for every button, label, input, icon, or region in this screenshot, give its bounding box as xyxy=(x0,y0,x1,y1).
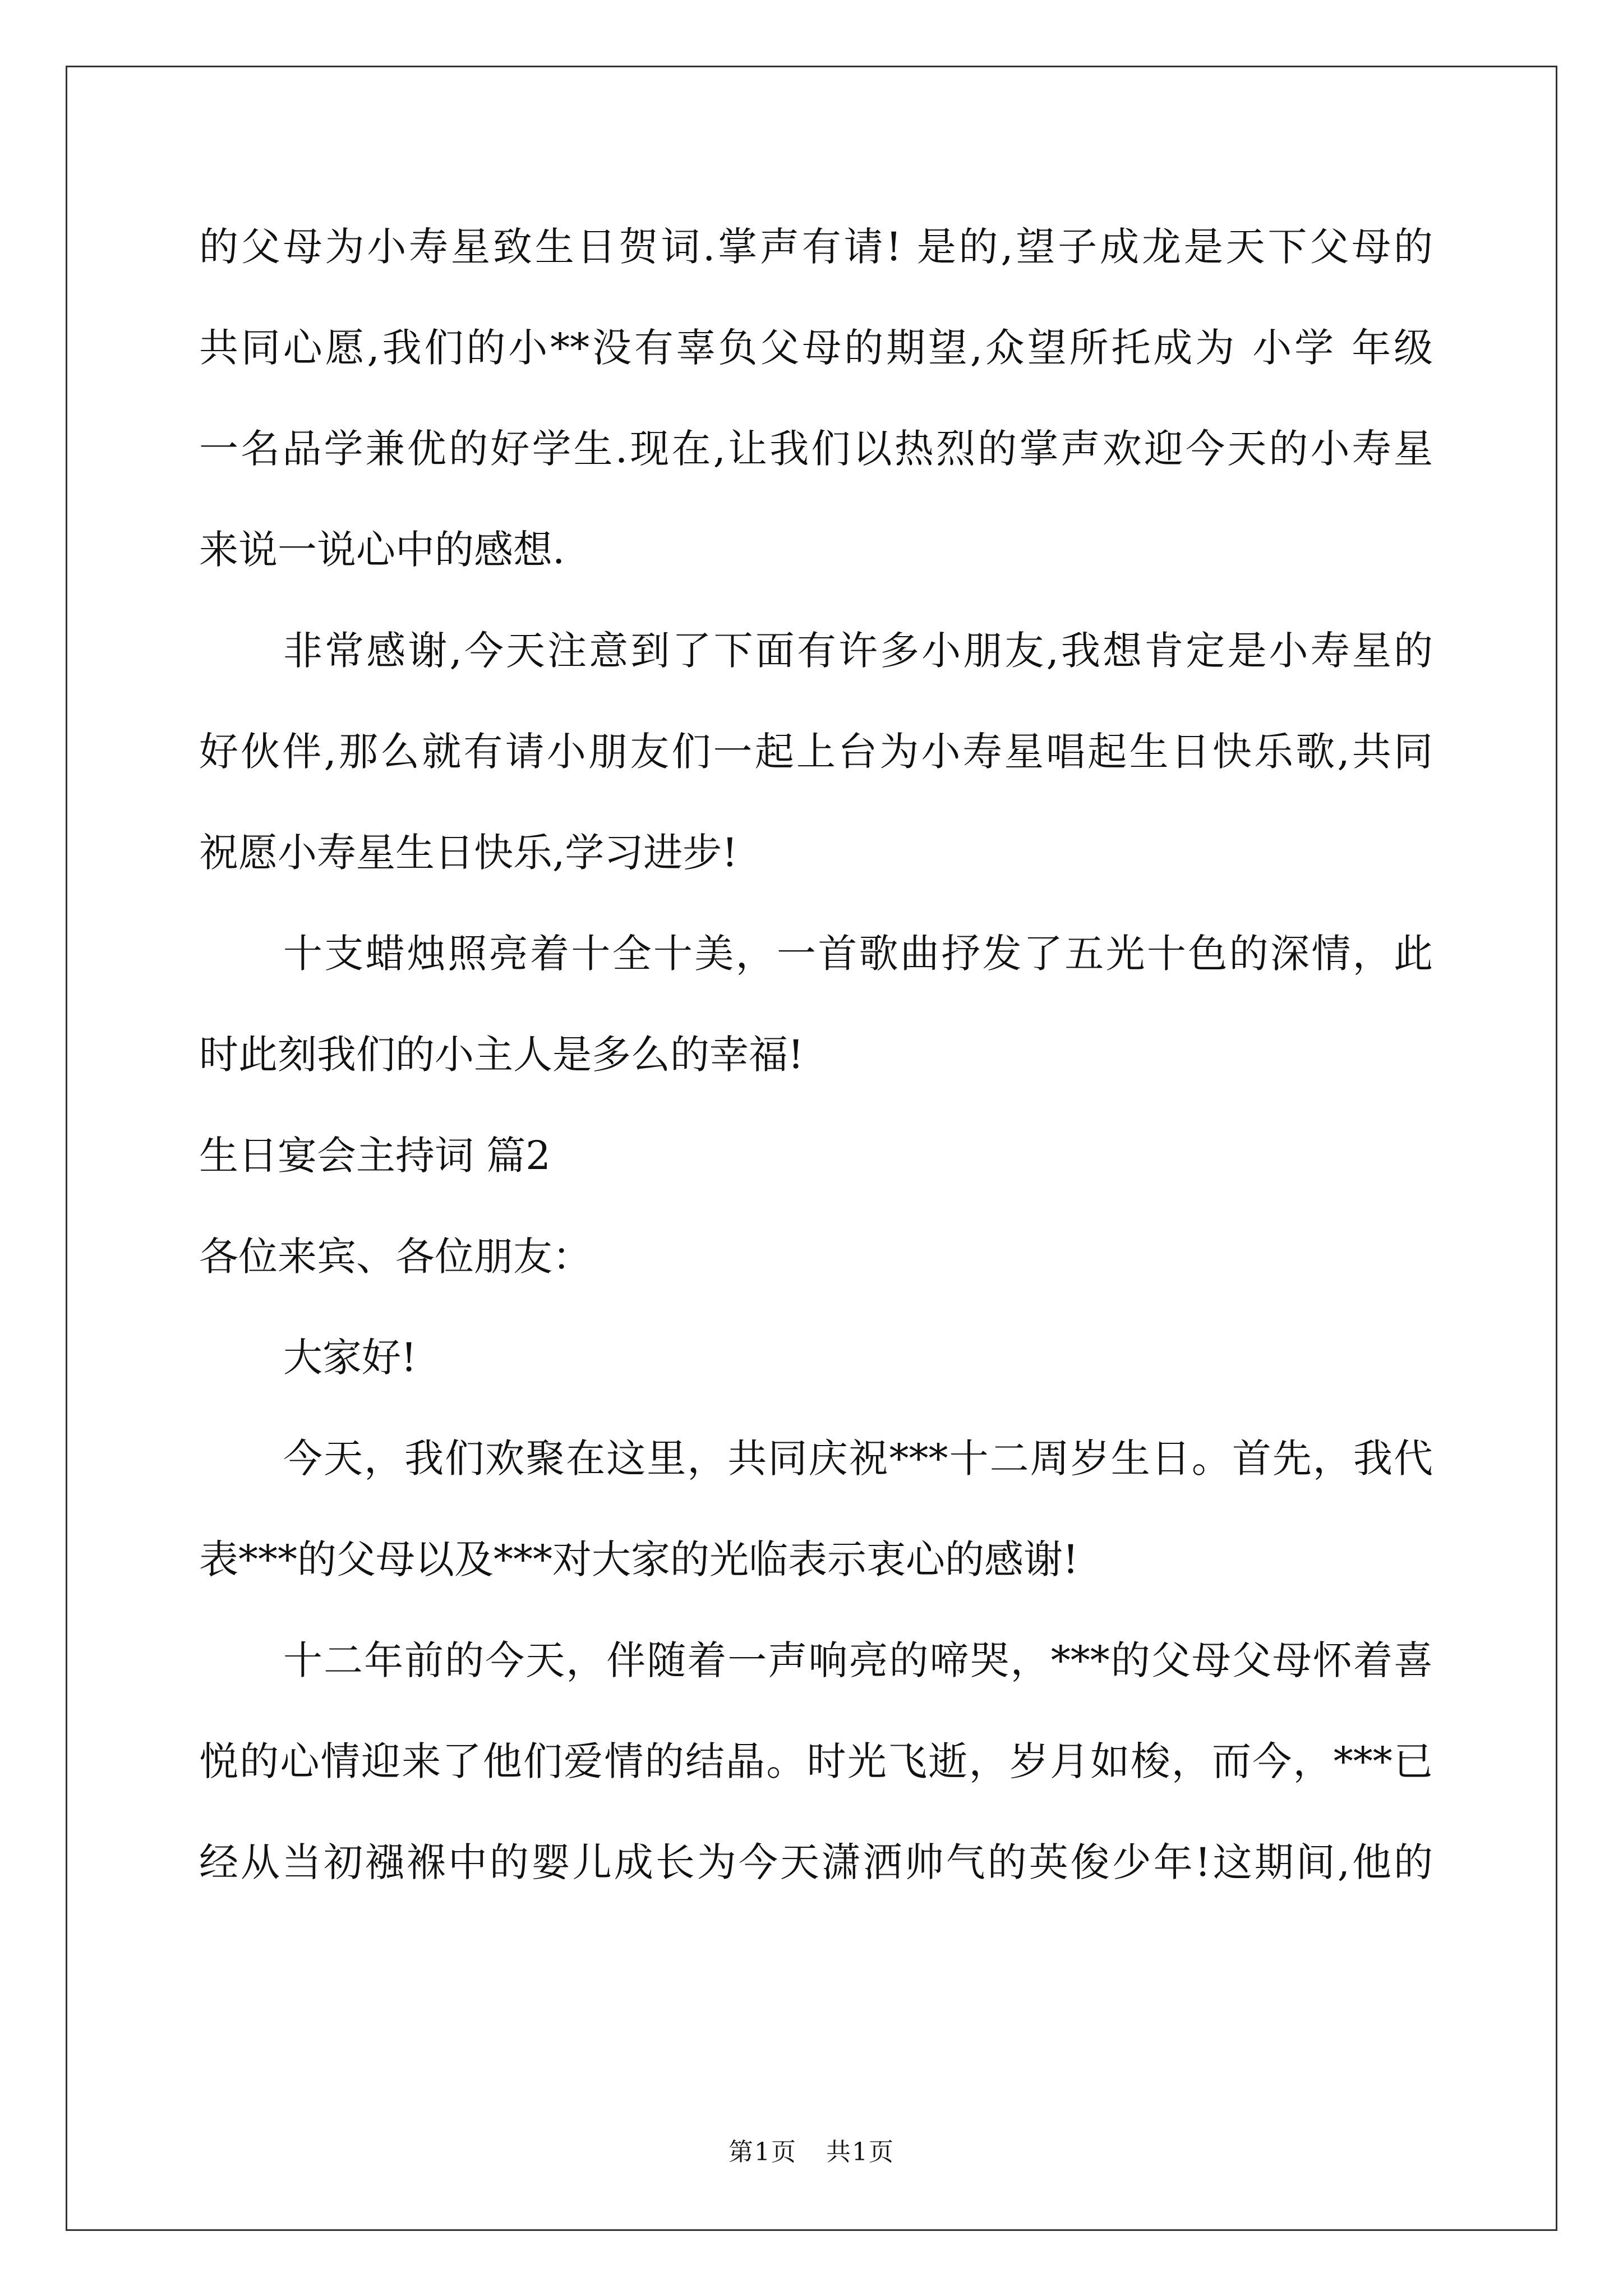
page-number: 第1页 xyxy=(728,2138,797,2166)
text-line: 表***的父母以及***对大家的光临表示衷心的感谢! xyxy=(199,1536,1079,1582)
text-line: 的父母为小寿星致生日贺词.掌声有请! 是的,望子成龙是天下父母的 xyxy=(199,224,1433,270)
document-body xyxy=(199,196,1433,1913)
text-line: 好伙伴,那么就有请小朋友们一起上台为小寿星唱起生日快乐歌,共同 xyxy=(199,729,1433,775)
text-line: 悦的心情迎来了他们爱情的结晶。时光飞逝，岁月如梭，而今，***已 xyxy=(199,1738,1433,1784)
page-footer xyxy=(0,2132,1623,2168)
text-line: 祝愿小寿星生日快乐,学习进步! xyxy=(199,830,738,876)
text-line: 一名品学兼优的好学生.现在,让我们以热烈的掌声欢迎今天的小寿星 xyxy=(199,426,1433,472)
page-total: 共1页 xyxy=(826,2138,895,2166)
salutation: 各位来宾、各位朋友： xyxy=(199,1234,592,1280)
text-line: 十支蜡烛照亮着十全十美，一首歌曲抒发了五光十色的深情，此 xyxy=(283,931,1433,977)
text-line: 非常感谢,今天注意到了下面有许多小朋友,我想肯定是小寿星的 xyxy=(283,628,1433,674)
greeting: 大家好! xyxy=(283,1335,417,1381)
section-heading: 生日宴会主持词 篇2 xyxy=(199,1133,551,1179)
text-line: 来说一说心中的感想. xyxy=(199,527,565,573)
text-line: 今天，我们欢聚在这里，共同庆祝***十二周岁生日。首先，我代 xyxy=(283,1435,1433,1481)
text-line: 时此刻我们的小主人是多么的幸福! xyxy=(199,1032,804,1078)
text-line: 经从当初襁褓中的婴儿成长为今天潇洒帅气的英俊少年!这期间,他的 xyxy=(199,1839,1433,1885)
text-line: 十二年前的今天，伴随着一声响亮的啼哭，***的父母父母怀着喜 xyxy=(283,1637,1433,1683)
text-line: 共同心愿,我们的小**没有辜负父母的期望,众望所托成为 小学 年级 xyxy=(199,325,1433,371)
